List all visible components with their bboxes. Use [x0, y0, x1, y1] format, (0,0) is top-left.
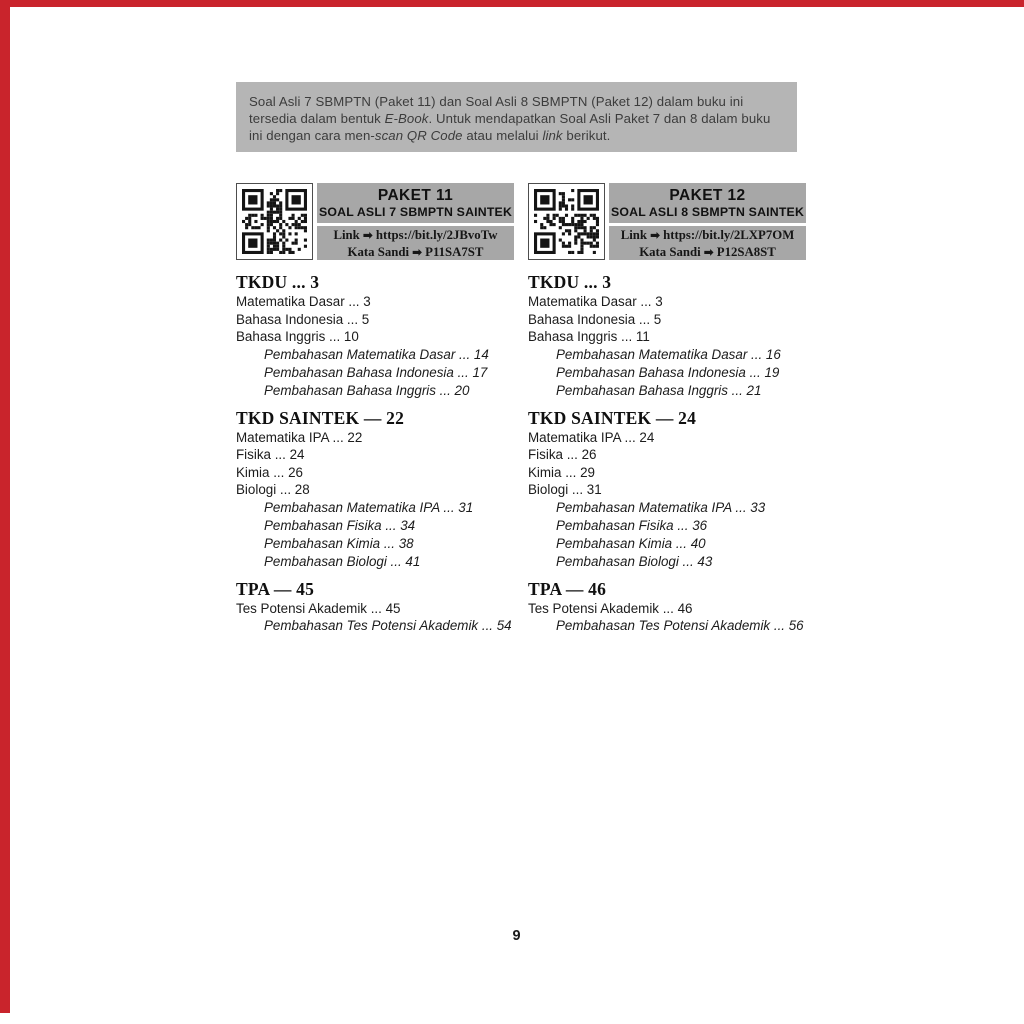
toc-entry: Pembahasan Kimia ... 38	[264, 535, 414, 551]
qr-icon	[242, 189, 307, 254]
toc-entry: Pembahasan Matematika Dasar ... 16	[556, 346, 781, 362]
panel-subtitle: SOAL ASLI 8 SBMPTN SAINTEK	[610, 205, 805, 219]
intro-segment: berikut.	[562, 128, 611, 143]
toc-column-right	[528, 271, 820, 635]
link-url: https://bit.ly/2LXP7OM	[663, 228, 795, 242]
toc-entry: Pembahasan Tes Potensi Akademik ... 54	[264, 618, 512, 633]
panel-access-info	[317, 226, 514, 260]
intro-segment: QR Code	[406, 128, 463, 143]
qr-code-paket-11	[236, 183, 313, 260]
password-line	[317, 245, 514, 262]
toc-entry: Pembahasan Fisika ... 36	[556, 517, 708, 533]
toc-section-heading: TKDU ... 3	[528, 272, 612, 292]
toc-entry: Pembahasan Biologi ... 43	[556, 553, 713, 569]
password-value: P11SA7ST	[425, 244, 484, 259]
toc-entry: Pembahasan Fisika ... 34	[264, 517, 416, 533]
toc-entry: Bahasa Inggris ... 11	[528, 329, 650, 344]
link-url: https://bit.ly/2JBvoTw	[375, 228, 498, 242]
toc-entry: Bahasa Indonesia ... 5	[236, 311, 370, 327]
paket-12-panel	[528, 183, 806, 260]
toc-entry: Pembahasan Bahasa Inggris ... 21	[556, 382, 762, 398]
toc-entry: Fisika ... 24	[236, 447, 305, 462]
panel-header	[609, 183, 806, 223]
right-arrow-icon: ➡	[362, 230, 373, 242]
toc-column-left	[236, 271, 528, 635]
password-label: Kata Sandi	[347, 244, 410, 259]
intro-segment: link	[542, 128, 563, 143]
panel-title: PAKET 11	[377, 187, 454, 204]
toc-entry: Pembahasan Bahasa Indonesia ... 17	[264, 364, 488, 380]
toc-entry: Tes Potensi Akademik ... 46	[528, 600, 693, 616]
password-label: Kata Sandi	[639, 244, 701, 259]
intro-segment: scan	[374, 128, 404, 143]
toc-section-heading: TPA — 45	[236, 578, 315, 599]
toc-entry: Pembahasan Matematika IPA ... 33	[556, 499, 766, 515]
toc-entry: Matematika IPA ... 22	[236, 429, 363, 445]
toc-entry: Pembahasan Matematika Dasar ... 14	[264, 346, 489, 362]
intro-segment: E-Book	[384, 111, 429, 126]
link-label: Link	[333, 228, 360, 242]
panel-subtitle: SOAL ASLI 7 SBMPTN SAINTEK	[318, 205, 513, 219]
page-number: 9	[512, 928, 521, 944]
toc-entry: Matematika IPA ... 24	[528, 429, 655, 445]
toc-section-heading: TKD SAINTEK — 22	[236, 407, 405, 428]
link-label: Link	[620, 228, 648, 242]
toc-entry: Pembahasan Matematika IPA ... 31	[264, 499, 474, 515]
toc-entry: Bahasa Inggris ... 10	[236, 329, 359, 344]
link-line	[609, 228, 806, 245]
toc-entry: Kimia ... 26	[236, 464, 303, 480]
toc-entry: Biologi ... 31	[528, 482, 602, 497]
password-line	[609, 245, 806, 262]
right-arrow-icon: ➡	[412, 246, 422, 259]
qr-icon	[534, 189, 599, 254]
panel-title: PAKET 12	[669, 187, 746, 204]
toc-entry: Pembahasan Bahasa Indonesia ... 19	[556, 364, 780, 380]
toc-entry: Biologi ... 28	[236, 482, 310, 497]
right-arrow-icon: ➡	[703, 246, 714, 259]
intro-text	[249, 94, 770, 143]
toc-entry: Pembahasan Tes Potensi Akademik ... 56	[556, 618, 804, 633]
panel-header	[317, 183, 514, 223]
right-arrow-icon: ➡	[650, 230, 660, 242]
toc-section-heading: TKD SAINTEK — 24	[528, 407, 697, 428]
page-edge-left	[0, 0, 10, 1013]
panel-access-info	[609, 226, 806, 260]
page-edge-top	[0, 0, 1024, 7]
toc-section-heading: TPA — 46	[528, 578, 607, 599]
link-line	[317, 228, 514, 245]
intro-segment: . Untuk mendapatkan Soal Asli Paket 7 dan 8 dalam buku ini dengan cara men-	[249, 111, 771, 143]
toc-entry: Pembahasan Kimia ... 40	[556, 535, 706, 551]
toc-section-heading: TKDU ... 3	[236, 272, 320, 292]
toc-entry: Kimia ... 29	[528, 464, 595, 480]
qr-code-paket-12	[528, 183, 605, 260]
intro-segment: atau melalui	[462, 128, 543, 143]
password-value: P12SA8ST	[716, 244, 776, 259]
toc-entry: Fisika ... 26	[528, 447, 597, 462]
toc-entry: Matematika Dasar ... 3	[236, 294, 371, 309]
ebook-intro-box	[236, 82, 797, 152]
toc-entry: Matematika Dasar ... 3	[528, 294, 663, 309]
toc-entry: Pembahasan Bahasa Inggris ... 20	[264, 382, 470, 398]
toc-entry: Pembahasan Biologi ... 41	[264, 553, 421, 569]
paket-11-panel	[236, 183, 514, 260]
toc-entry: Tes Potensi Akademik ... 45	[236, 600, 401, 616]
toc-entry: Bahasa Indonesia ... 5	[528, 311, 662, 327]
intro-segment: Soal Asli 7 SBMPTN (Paket 11) dan Soal Asli 8 SBMPTN (Paket 12) dalam buku ini tersedia dalam bentuk	[249, 94, 744, 126]
